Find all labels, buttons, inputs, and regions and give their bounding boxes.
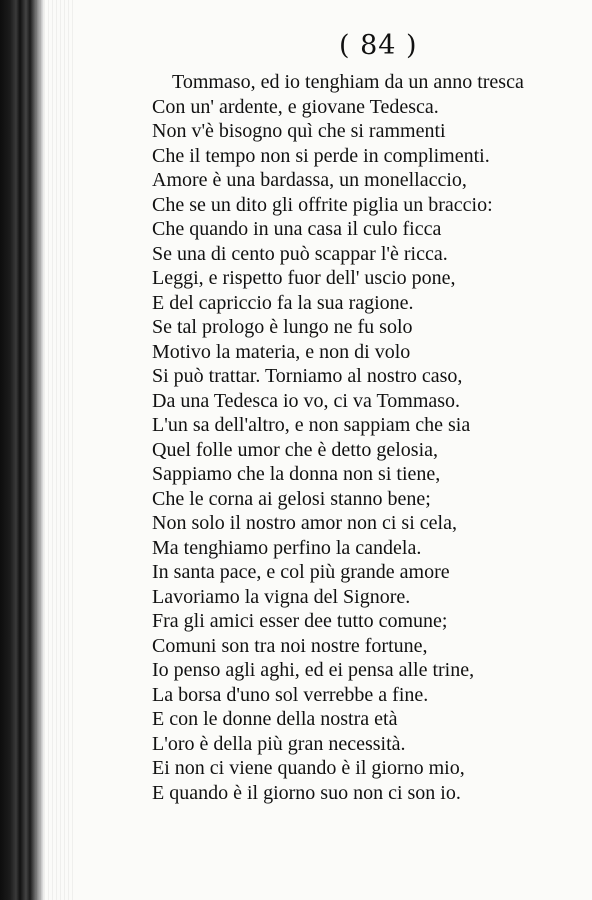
verse-line: Da una Tedesca io vo, ci va Tommaso. [152, 389, 461, 412]
verse-line: Lavoriamo la vigna del Signore. [152, 585, 411, 608]
verse-line: In santa pace, e col più grande amore [152, 561, 450, 583]
page-edges [36, 0, 76, 900]
page-number: ( 84 ) [339, 30, 418, 61]
verse-line: Comuni son tra noi nostre fortune, [152, 634, 428, 657]
verse-line: Ei non ci viene quando è il giorno mio, [152, 757, 465, 779]
verse-line: Ma tenghiamo perfino la candela. [152, 536, 422, 559]
verse-line: E con le donne della nostra età [152, 708, 398, 730]
verse-line: Che il tempo non si perde in complimenti. [152, 144, 490, 167]
verse-line: L'oro è della più gran necessità. [152, 732, 406, 755]
verse-line: Che le corna ai gelosi stanno bene; [152, 487, 431, 510]
verse-line: Con un' ardente, e giovane Tedesca. [152, 95, 439, 118]
verse-line: Non v'è bisogno quì che si rammenti [152, 120, 446, 142]
verse-line: Io penso agli aghi, ed ei pensa alle trine, [152, 659, 475, 681]
verse-line: Tommaso, ed io tenghiam da un anno tresca [172, 71, 524, 93]
verse-line: E del capriccio fa la sua ragione. [152, 291, 414, 314]
verse-line: Che quando in una casa il culo ficca [152, 218, 442, 240]
verse-line: Che se un dito gli offrite piglia un braccio: [152, 193, 493, 216]
verse-line: E quando è il giorno suo non ci son io. [152, 781, 461, 804]
verse-line: Si può trattar. Torniamo al nostro caso, [152, 365, 463, 387]
poem-text [152, 70, 592, 805]
verse-line: Non solo il nostro amor non ci si cela, [152, 512, 457, 534]
verse-line: L'un sa dell'altro, e non sappiam che sia [152, 414, 471, 436]
verse-line: Sappiamo che la donna non si tiene, [152, 463, 441, 485]
verse-line: La borsa d'uno sol verrebbe a fine. [152, 683, 429, 706]
verse-line: Se tal prologo è lungo ne fu solo [152, 316, 413, 338]
verse-line: Fra gli amici esser dee tutto comune; [152, 610, 448, 632]
verse-line: Leggi, e rispetto fuor dell' uscio pone, [152, 267, 456, 289]
verse-line: Se una di cento può scappar l'è ricca. [152, 242, 448, 265]
verse-line: Amore è una bardassa, un monellaccio, [152, 169, 467, 191]
verse-line: Quel folle umor che è detto gelosia, [152, 438, 439, 461]
verse-line: Motivo la materia, e non di volo [152, 340, 411, 363]
